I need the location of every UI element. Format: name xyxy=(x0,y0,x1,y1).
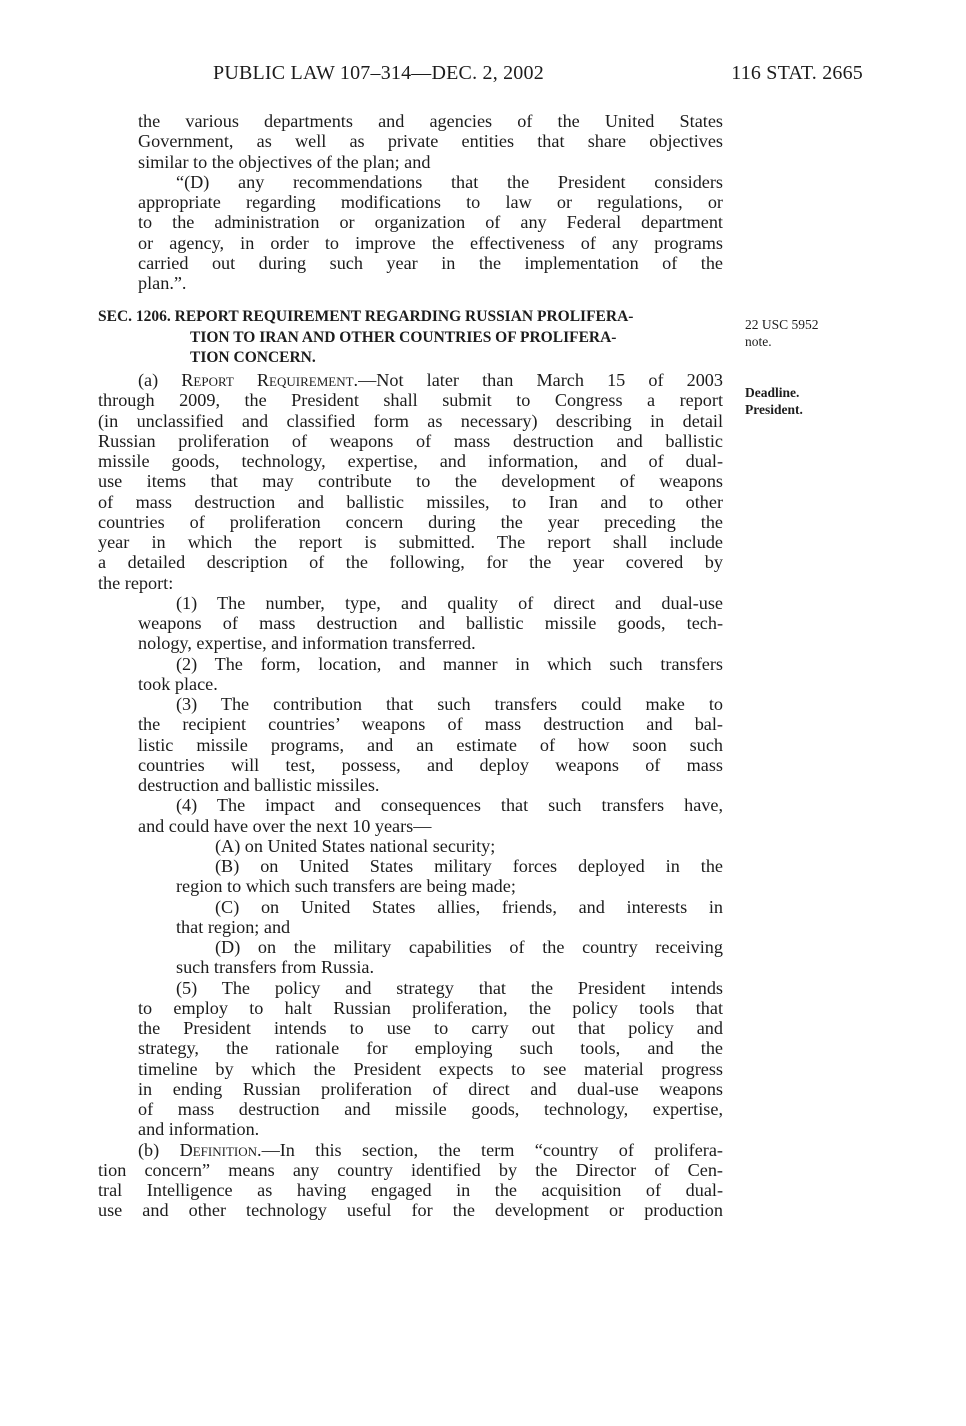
text-line: a detailed description of the following, for the year covered by xyxy=(98,552,723,573)
text-line: tral Intelligence as having engaged in the acquisition of dual- xyxy=(98,1180,723,1200)
heading-line: TION TO IRAN AND OTHER COUNTRIES OF PROLIFERA- xyxy=(190,328,617,346)
text-line: (1) The number, type, and quality of direct and dual-use xyxy=(176,592,723,613)
text-line: use items that may contribute to the development of weapons xyxy=(98,471,723,492)
text-line: and could have over the next 10 years— xyxy=(138,815,432,836)
text-line: (4) The impact and consequences that such transfers have, xyxy=(176,795,723,816)
margin-note-line: President. xyxy=(745,402,803,417)
subsection-b xyxy=(98,1140,723,1221)
text-line: the President intends to use to carry out that policy and xyxy=(138,1018,723,1038)
text-line: region to which such transfers are being made; xyxy=(176,876,516,897)
subsection-label-prefix: (a) xyxy=(138,370,182,390)
text-line: took place. xyxy=(138,673,218,694)
text-line: (5) The policy and strategy that the President intends xyxy=(176,977,723,998)
subsection-b-first-line xyxy=(138,1140,723,1160)
margin-note-line: note. xyxy=(745,334,772,349)
text-line: nology, expertise, and information transferred. xyxy=(138,633,476,654)
paragraph-5 xyxy=(98,978,723,1140)
text-line: through 2009, the President shall submit to Congress a report xyxy=(98,390,723,411)
text-line: the recipient countries’ weapons of mass destruction and bal- xyxy=(138,714,723,735)
paragraph-3 xyxy=(98,694,723,795)
text-line: strategy, the rationale for employing such tools, and the xyxy=(138,1038,723,1059)
subsection-a-first-line xyxy=(138,370,723,390)
paragraph-4 xyxy=(98,795,723,836)
text-line: of mass destruction and ballistic missiles, to Iran and to other xyxy=(98,491,723,512)
margin-note-usc-citation xyxy=(745,316,819,350)
text-line: countries of proliferation concern during the year preceding the xyxy=(98,511,723,532)
text-line: plan.”. xyxy=(138,273,187,293)
text-line: such transfers from Russia. xyxy=(176,957,375,978)
text-line: the report: xyxy=(98,572,174,593)
subparagraph-4a xyxy=(98,836,723,856)
text-line: year in which the report is submitted. The report shall include xyxy=(98,532,723,552)
paragraph-2 xyxy=(98,654,723,695)
text-line: “(D) any recommendations that the President considers xyxy=(176,171,723,192)
public-law-citation: PUBLIC LAW 107–314—DEC. 2, 2002 xyxy=(213,62,544,84)
subparagraph-4b xyxy=(98,856,723,897)
text-line: of mass destruction and missile goods, technology, expertise, xyxy=(138,1099,723,1119)
text-line: (D) on the military capabilities of the country receiving xyxy=(215,937,723,957)
subsection-heading: Report Requirement xyxy=(181,370,354,390)
heading-line: SEC. 1206. REPORT REQUIREMENT REGARDING RUSSIAN PROLIFERA- xyxy=(98,308,634,326)
heading-line: TION CONCERN. xyxy=(190,348,316,366)
text-line: tion concern” means any country identified by the Director of Cen- xyxy=(98,1159,723,1180)
section-heading xyxy=(98,307,723,368)
subparagraph-d xyxy=(98,172,723,294)
text-line: countries will test, possess, and deploy weapons of mass xyxy=(138,754,723,775)
subparagraph-4d xyxy=(98,937,723,978)
subsection-label-prefix: (b) xyxy=(138,1139,180,1160)
margin-note-deadline xyxy=(745,384,803,418)
text-line: in ending Russian proliferation of direct and dual-use weapons xyxy=(138,1078,723,1099)
text-line: similar to the objectives of the plan; and xyxy=(138,151,431,172)
text-line: Russian proliferation of weapons of mass destruction and ballistic xyxy=(98,430,723,451)
text-line: that region; and xyxy=(176,916,291,937)
subsection-heading: Definition xyxy=(179,1139,258,1160)
subsection-text: .—In this section, the term “country of prolifera- xyxy=(257,1139,723,1160)
text-line: or agency, in order to improve the effectiveness of any programs xyxy=(138,232,723,253)
subsection-a xyxy=(98,370,723,593)
text-line: (C) on United States allies, friends, and interests in xyxy=(215,896,723,917)
paragraph-1 xyxy=(98,593,723,654)
subparagraph-4c xyxy=(98,897,723,938)
text-line: the various departments and agencies of the United States xyxy=(138,111,723,131)
text-line: weapons of mass destruction and ballistic missile goods, tech- xyxy=(138,613,723,633)
text-line: to the administration or organization of any Federal department xyxy=(138,212,723,233)
text-line: appropriate regarding modifications to law or regulations, or xyxy=(138,192,723,212)
text-line: (A) on United States national security; xyxy=(215,835,496,856)
text-line: (in unclassified and classified form as necessary) describing in detail xyxy=(98,410,723,431)
text-line: missile goods, technology, expertise, and information, and of dual- xyxy=(98,451,723,471)
text-line: (B) on United States military forces deployed in the xyxy=(215,856,723,876)
text-line: listic missile programs, and an estimate of how soon such xyxy=(138,734,723,755)
text-line: timeline by which the President expects to see material progress xyxy=(138,1058,723,1079)
text-line: and information. xyxy=(138,1119,260,1140)
text-line: to employ to halt Russian proliferation, the policy tools that xyxy=(138,997,723,1018)
text-line: (3) The contribution that such transfers could make to xyxy=(176,694,723,714)
text-line: use and other technology useful for the development or production xyxy=(98,1200,723,1221)
text-line: destruction and ballistic missiles. xyxy=(138,775,380,795)
text-line: carried out during such year in the implementation of the xyxy=(138,252,723,273)
page-header xyxy=(213,62,863,90)
margin-note-line: 22 USC 5952 xyxy=(745,317,819,332)
statute-page-number: 116 STAT. 2665 xyxy=(731,62,863,84)
text-line: (2) The form, location, and manner in which such transfers xyxy=(176,653,723,674)
margin-note-line: Deadline. xyxy=(745,385,800,400)
law-body-text xyxy=(98,111,723,1221)
subsection-text: .—Not later than March 15 of 2003 xyxy=(353,370,723,390)
text-line: Government, as well as private entities that share objectives xyxy=(138,131,723,152)
continued-paragraph xyxy=(98,111,723,172)
